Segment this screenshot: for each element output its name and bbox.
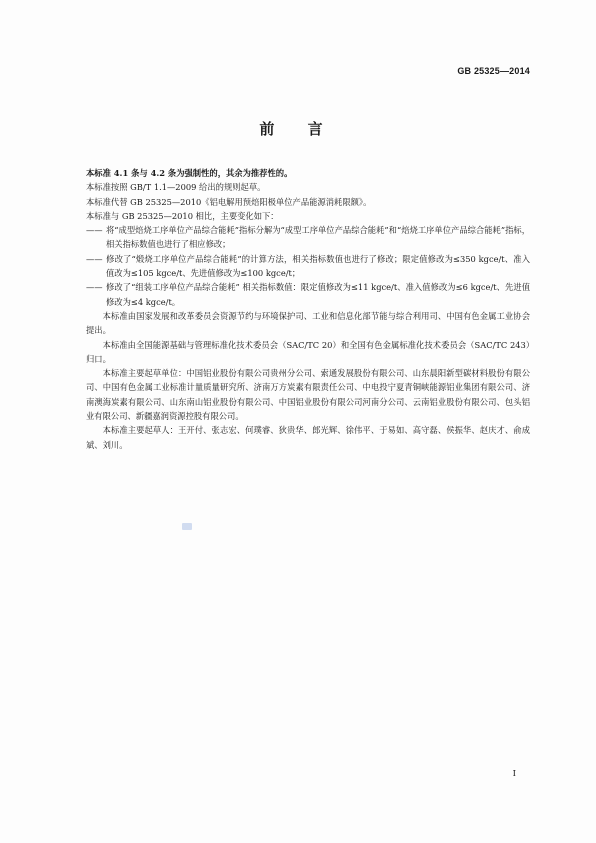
change-item-text: 修改了“煅烧工序单位产品综合能耗”的计算方法，相关指标数值也进行了修改；限定值修改为≤350 kgce/t、准入值改为≤105 kgce/t、先进值修改为≤100 kgce/t； [106,253,530,279]
foreword-body [86,166,530,452]
list-dash: —— [86,225,103,236]
mandatory-clause-statement: 本标准 4.1 条与 4.2 条为强制性的，其余为推荐性的。 [86,168,293,178]
list-dash: —— [86,253,103,264]
list-dash: —— [86,282,103,293]
standard-code: GB 25325—2014 [457,66,530,76]
centralized-by-paragraph: 本标准由全国能源基础与管理标准化技术委员会（SAC/TC 20）和全国有色金属标准化技术委员会（SAC/TC 243）归口。 [86,339,530,364]
change-item [86,252,530,281]
drafters-paragraph: 本标准主要起草人：王开付、张志宏、何璞睿、狄贵华、郎光辉、徐伟平、于易如、高守磊、侯振华、赵庆才、俞成斌、刘川。 [86,425,530,450]
changes-intro: 本标准与 GB 25325—2010 相比，主要变化如下： [86,210,279,221]
page-number: I [512,769,516,779]
change-item [86,223,530,252]
replacement-statement: 本标准代替 GB 25325—2010《铝电解用预焙阳极单位产品能源消耗限额》。 [86,196,372,207]
proposed-by-paragraph: 本标准由国家发展和改革委员会资源节约与环境保护司、工业和信息化部节能与综合利用司、中国有色金属工业协会提出。 [86,310,530,336]
change-item-text: 将“成型焙烧工序单位产品综合能耗”指标分解为“成型工序单位产品综合能耗”和“焙烧工序单位产品综合能耗”指标，相关指标数值也进行了相应修改； [106,225,530,250]
page-title: 前 言 [259,120,337,138]
change-item-text: 修改了“组装工序单位产品综合能耗” 相关指标数值：限定值修改为≤11 kgce/t、准入值修改为≤6 kgce/t、先进值修改为≤4 kgce/t。 [106,282,530,307]
scan-artifact [182,523,192,530]
change-item [86,280,530,309]
drafting-rules-statement: 本标准按照 GB/T 1.1—2009 给出的规则起草。 [86,182,266,193]
drafting-units-paragraph: 本标准主要起草单位：中国铝业股份有限公司贵州分公司、索通发展股份有限公司、山东晨阳新型碳材料股份有限公司、中国有色金属工业标准计量质量研究所、济南万方炭素有限责任公司、中电投宁夏青铜峡能源铝业集团有限公司、济南澳海炭素有限公司、山东南山铝业股份有限公司、中国铝业股份有限公司河南分公司、云南铝业股份有限公司、包头铝业有限公司、新疆嘉润资源控股有限公司。 [86,368,530,422]
